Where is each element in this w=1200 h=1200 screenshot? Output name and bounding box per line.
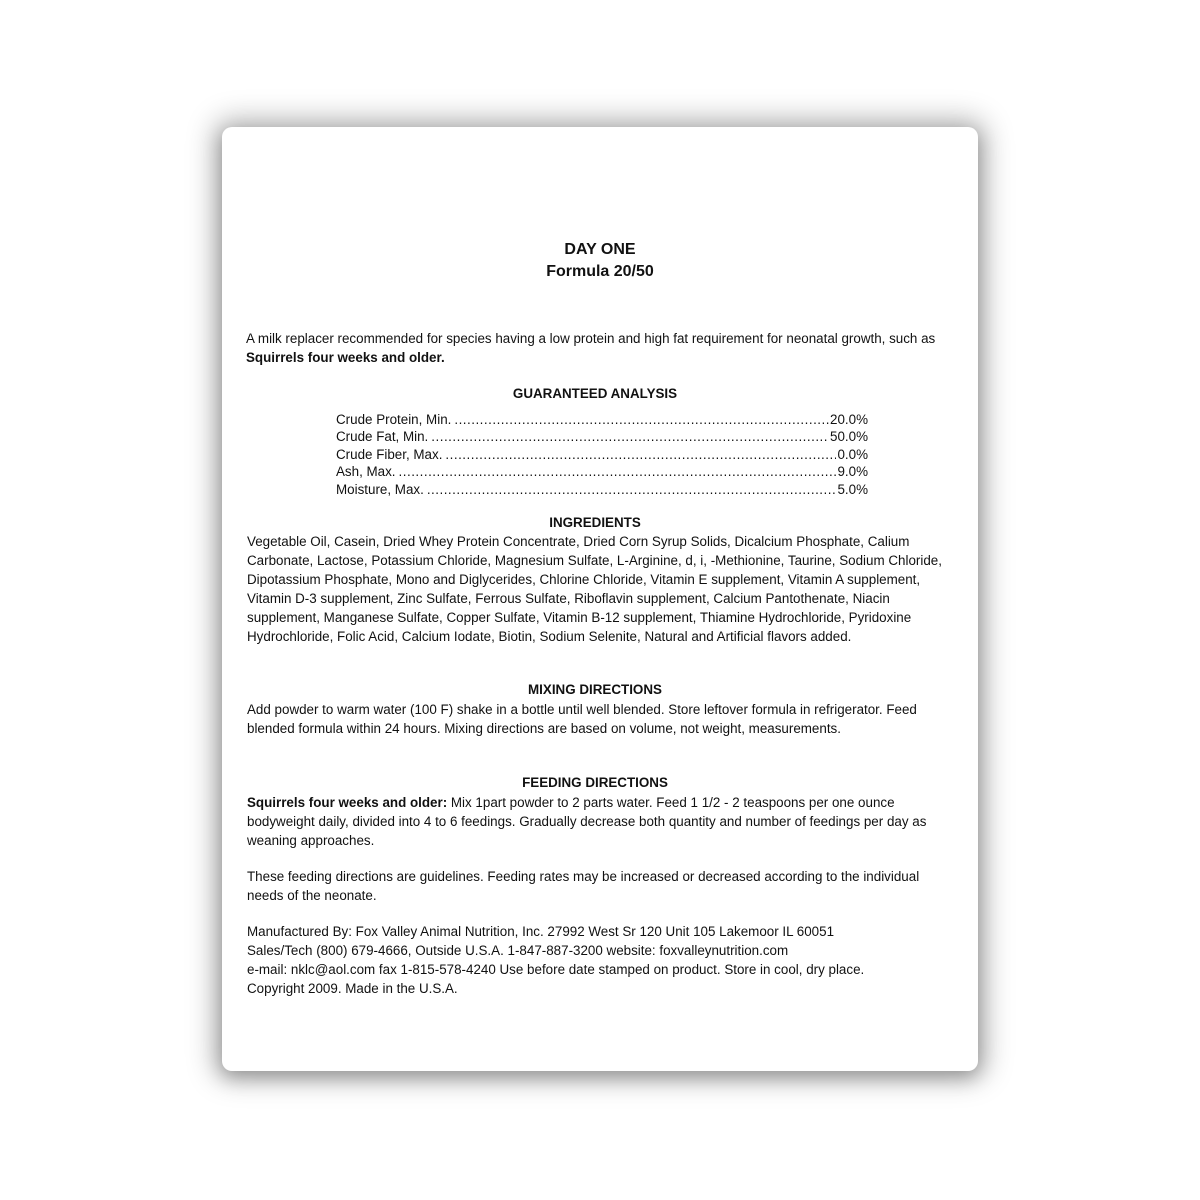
intro-text: A milk replacer recommended for species having a low protein and high fat requirement for neonatal growth, such as: [246, 331, 936, 346]
formula-subtitle: Formula 20/50: [546, 263, 654, 280]
mixing-directions-heading: MIXING DIRECTIONS: [528, 682, 662, 697]
feeding-directions-paragraph: [247, 793, 957, 850]
ingredients-text: Vegetable Oil, Casein, Dried Whey Protein Concentrate, Dried Corn Syrup Solids, Dicalcium Phosphate, Calium Carbonate, Lactose, Potassium Chloride, Magnesium Sulfate, L-Arginine, d, i, -Methionine, Taurine, Sodium Chloride, Dipotassium Phosphate, Mono and Diglycerides, Chlorine Chloride, Vitamin E supplement, Vitamin A supplement, Vitamin D-3 supplement, Zinc Sulfate, Ferrous Sulfate, Riboflavin supplement, Calcium Pantothenate, Niacin supplement, Manganese Sulfate, Copper Sulfate, Vitamin B-12 supplement, Thiamine Hydrochloride, Pyridoxine Hydrochloride, Folic Acid, Calcium Iodate, Biotin, Sodium Selenite, Natural and Artificial flavors added.: [247, 534, 942, 644]
guidelines-text: These feeding directions are guidelines. Feeding rates may be increased or decreased according to the individual needs of the neonate.: [247, 869, 920, 903]
leader-dots: [427, 481, 837, 498]
intro-paragraph: [246, 329, 946, 367]
analysis-label: Crude Protein, Min.: [336, 412, 452, 427]
mixing-directions-text: Add powder to warm water (100 F) shake in a bottle until well blended. Store leftover formula in refrigerator. Feed blended formula within 24 hours. Mixing directions are based on volume, not weight, measurements.: [247, 702, 917, 736]
analysis-value: 5.0%: [837, 481, 868, 497]
contact-line: e-mail: nklc@aol.com fax 1-815-578-4240 Use before date stamped on product. Store in cool, dry place.: [247, 962, 865, 977]
ingredients-heading: INGREDIENTS: [549, 515, 641, 530]
analysis-row: [336, 428, 868, 445]
product-title: DAY ONE: [564, 241, 636, 258]
guaranteed-analysis-table: [336, 411, 868, 498]
analysis-value: 20.0%: [830, 412, 868, 427]
analysis-label: Ash, Max.: [336, 464, 396, 480]
leader-dots: [431, 428, 829, 445]
manufacturer-line: Manufactured By: Fox Valley Animal Nutrition, Inc. 27992 West Sr 120 Unit 105 Lakemoor IL 60051: [247, 924, 835, 939]
analysis-label: Crude Fiber, Max.: [336, 446, 443, 462]
analysis-row: [336, 446, 868, 463]
analysis-value: 50.0%: [830, 429, 868, 445]
analysis-row: [336, 463, 868, 480]
analysis-label: Moisture, Max.: [336, 481, 424, 497]
leader-dots: [399, 463, 837, 480]
sales-tech-line: Sales/Tech (800) 679-4666, Outside U.S.A. 1-847-887-3200 website: foxvalleynutrition.com: [247, 943, 789, 958]
feeding-directions-heading: FEEDING DIRECTIONS: [522, 775, 668, 790]
leader-dots: [445, 446, 836, 463]
product-label-card: [222, 127, 978, 1071]
copyright-line: Copyright 2009. Made in the U.S.A.: [247, 981, 458, 996]
feeding-text: Mix 1part powder to 2 parts water. Feed 1 1/2 - 2 teaspoons per one ounce bodyweight daily, divided into 4 to 6 feedings. Gradually decrease both quantity and number of feedings per day as weaning approaches.: [247, 795, 927, 848]
title-block: [222, 239, 978, 283]
analysis-value: 0.0%: [837, 446, 868, 462]
manufacturer-block: [247, 922, 957, 998]
analysis-row: [336, 481, 868, 498]
analysis-label: Crude Fat, Min.: [336, 429, 429, 445]
guaranteed-analysis-heading: GUARANTEED ANALYSIS: [512, 386, 678, 401]
analysis-row: [336, 411, 868, 428]
feeding-bold-species: Squirrels four weeks and older:: [247, 795, 448, 810]
leader-dots: [454, 411, 829, 428]
intro-bold-species: Squirrels four weeks and older.: [246, 350, 445, 365]
analysis-value: 9.0%: [837, 464, 868, 480]
